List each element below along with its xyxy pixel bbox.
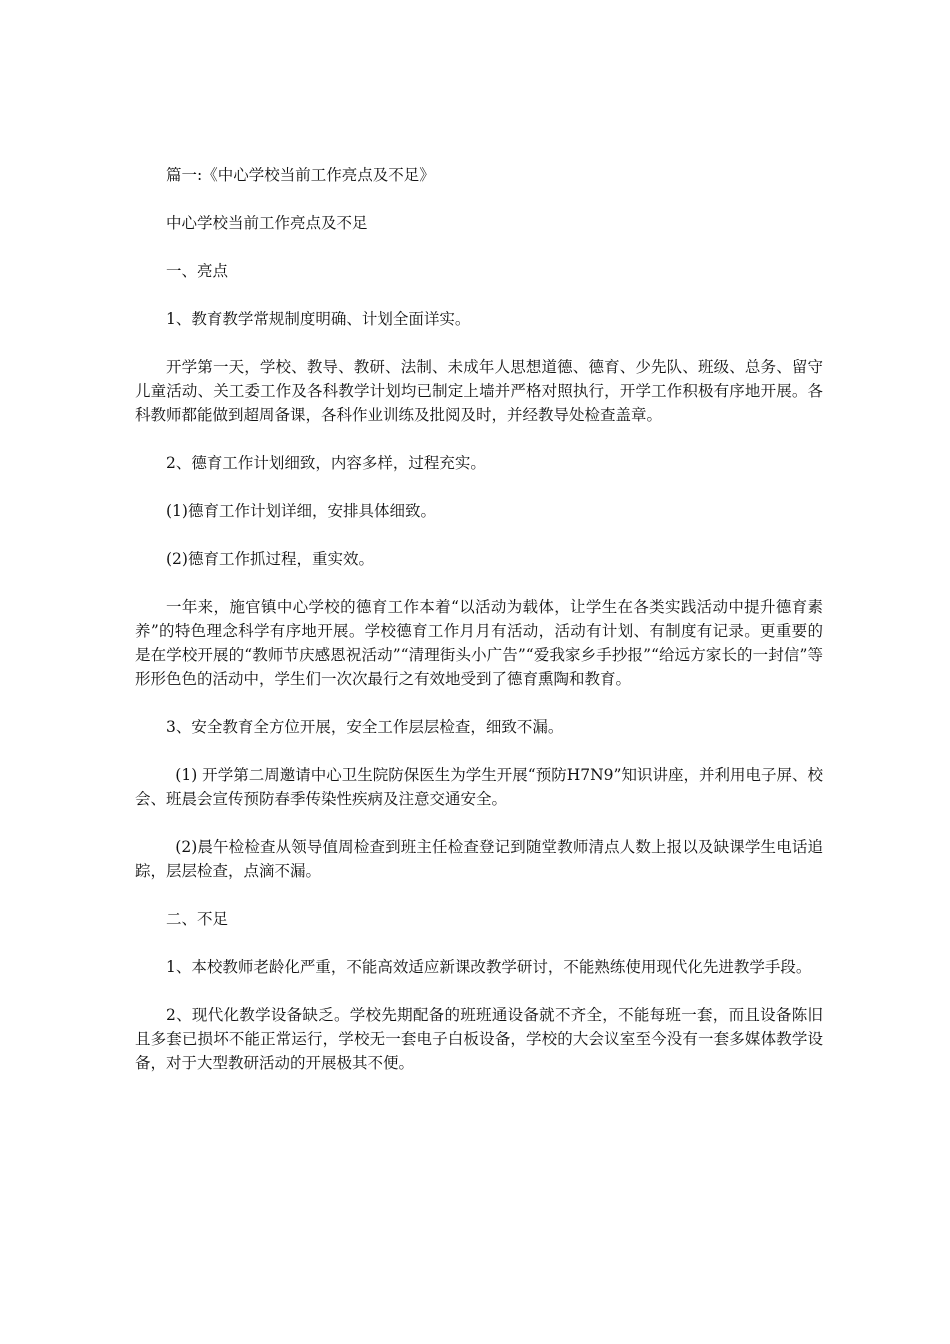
- shortcoming-2: 2、现代化教学设备缺乏。学校先期配备的班班通设备就不齐全，不能每班一套，而且设备陈旧且多套已损坏不能正常运行，学校无一套电子白板设备，学校的大会议室至今没有一套多媒体教学设备，对于大型教研活动的开展极其不便。: [135, 1006, 823, 1072]
- item-2-subpoint-1: (1)德育工作计划详细，安排具体细致。: [166, 502, 436, 520]
- section-heading-shortcomings: 二、不足: [166, 910, 229, 928]
- item-3-subpoint-1: (1) 开学第二周邀请中心卫生院防保医生为学生开展“预防H7N9”知识讲座，并利用电子屏、校会、班晨会宣传预防春季传染性疾病及注意交通安全。: [135, 766, 823, 808]
- document-title: 篇一:《中心学校当前工作亮点及不足》: [166, 166, 435, 184]
- document-subtitle: 中心学校当前工作亮点及不足: [166, 214, 368, 232]
- item-2-heading: 2、德育工作计划细致，内容多样，过程充实。: [166, 454, 486, 472]
- document-body: [135, 163, 823, 1099]
- item-3-subpoint-2: (2)晨午检检查从领导值周检查到班主任检查登记到随堂教师清点人数上报以及缺课学生电话追踪，层层检查，点滴不漏。: [135, 838, 823, 880]
- item-1-heading: 1、教育教学常规制度明确、计划全面详实。: [166, 310, 471, 328]
- item-3-heading: 3、安全教育全方位开展，安全工作层层检查，细致不漏。: [166, 718, 564, 736]
- section-heading-highlights: 一、亮点: [166, 262, 229, 280]
- item-2-paragraph: 一年来，施官镇中心学校的德育工作本着“以活动为载体，让学生在各类实践活动中提升德育素养”的特色理念科学有序地开展。学校德育工作月月有活动，活动有计划、有制度有记录。更重要的是在学校开展的“教师节庆感恩祝活动”“清理街头小广告”“爱我家乡手抄报”“给远方家长的一封信”等形形色色的活动中，学生们一次次最行之有效地受到了德育熏陶和教育。: [135, 598, 823, 688]
- shortcoming-1: 1、本校教师老龄化严重，不能高效适应新课改教学研讨，不能熟练使用现代化先进教学手段。: [166, 958, 812, 976]
- item-1-paragraph: 开学第一天，学校、教导、教研、法制、未成年人思想道德、德育、少先队、班级、总务、留守儿童活动、关工委工作及各科教学计划均已制定上墙并严格对照执行，开学工作积极有序地开展。各科教师都能做到超周备课，各科作业训练及批阅及时，并经教导处检查盖章。: [135, 358, 823, 424]
- item-2-subpoint-2: (2)德育工作抓过程，重实效。: [166, 550, 374, 568]
